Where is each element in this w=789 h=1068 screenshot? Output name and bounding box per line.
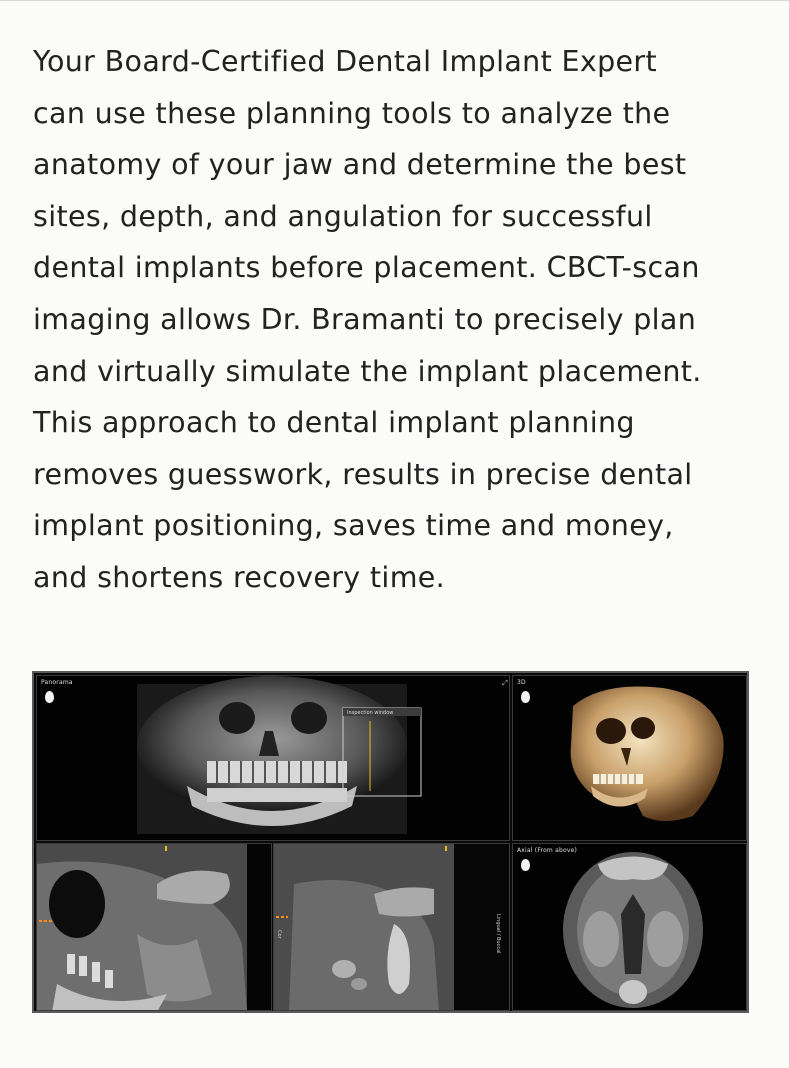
paragraph-line: and shortens recovery time. xyxy=(33,560,446,594)
paragraph-line: This approach to dental implant planning xyxy=(33,406,635,440)
axial-ct-slice xyxy=(513,844,747,1011)
paragraph-line: Your Board-Certified Dental Implant Expert xyxy=(33,45,658,78)
panel-label: Axial (From above) xyxy=(517,847,578,854)
panel-label: Panorama xyxy=(41,679,73,686)
cor-label: Cor xyxy=(276,930,282,939)
paragraph-line: can use these planning tools to analyze the xyxy=(33,96,671,130)
longitudinal-panel xyxy=(36,843,272,1011)
lingual-buccal-label: Lingual / Buccal xyxy=(495,914,501,954)
axial-panel xyxy=(512,843,747,1011)
skull-3d-render xyxy=(513,676,747,841)
paragraph-line: removes guesswork, results in precise dental xyxy=(33,457,693,491)
expand-icon[interactable]: ⤢ xyxy=(502,679,508,687)
paragraph-line: and virtually simulate the implant placement. xyxy=(33,354,702,388)
cbct-viewer-image xyxy=(32,671,749,1013)
paragraph-line: imaging allows Dr. Bramanti to precisely plan xyxy=(33,302,697,336)
top-divider xyxy=(0,0,789,1)
cross-sectional-panel xyxy=(273,843,510,1011)
paragraph-line: sites, depth, and angulation for successful xyxy=(33,199,653,233)
slice-tick xyxy=(445,846,447,851)
cross-sectional-ct-slice xyxy=(274,844,510,1011)
3d-panel xyxy=(512,675,747,841)
slice-tick xyxy=(165,846,167,851)
paragraph-line: anatomy of your jaw and determine the best xyxy=(33,148,687,182)
article-paragraph xyxy=(33,36,763,604)
panorama-panel xyxy=(36,675,510,841)
panel-label: 3D xyxy=(517,679,526,686)
panoramic-xray xyxy=(37,676,510,841)
longitudinal-ct-slice xyxy=(37,844,272,1011)
slice-marker xyxy=(276,916,288,918)
slice-marker xyxy=(39,920,53,922)
paragraph-line: implant positioning, saves time and money, xyxy=(33,509,674,543)
paragraph-line: dental implants before placement. CBCT-scan xyxy=(33,251,700,285)
inset-label: Inspection window xyxy=(347,710,394,716)
